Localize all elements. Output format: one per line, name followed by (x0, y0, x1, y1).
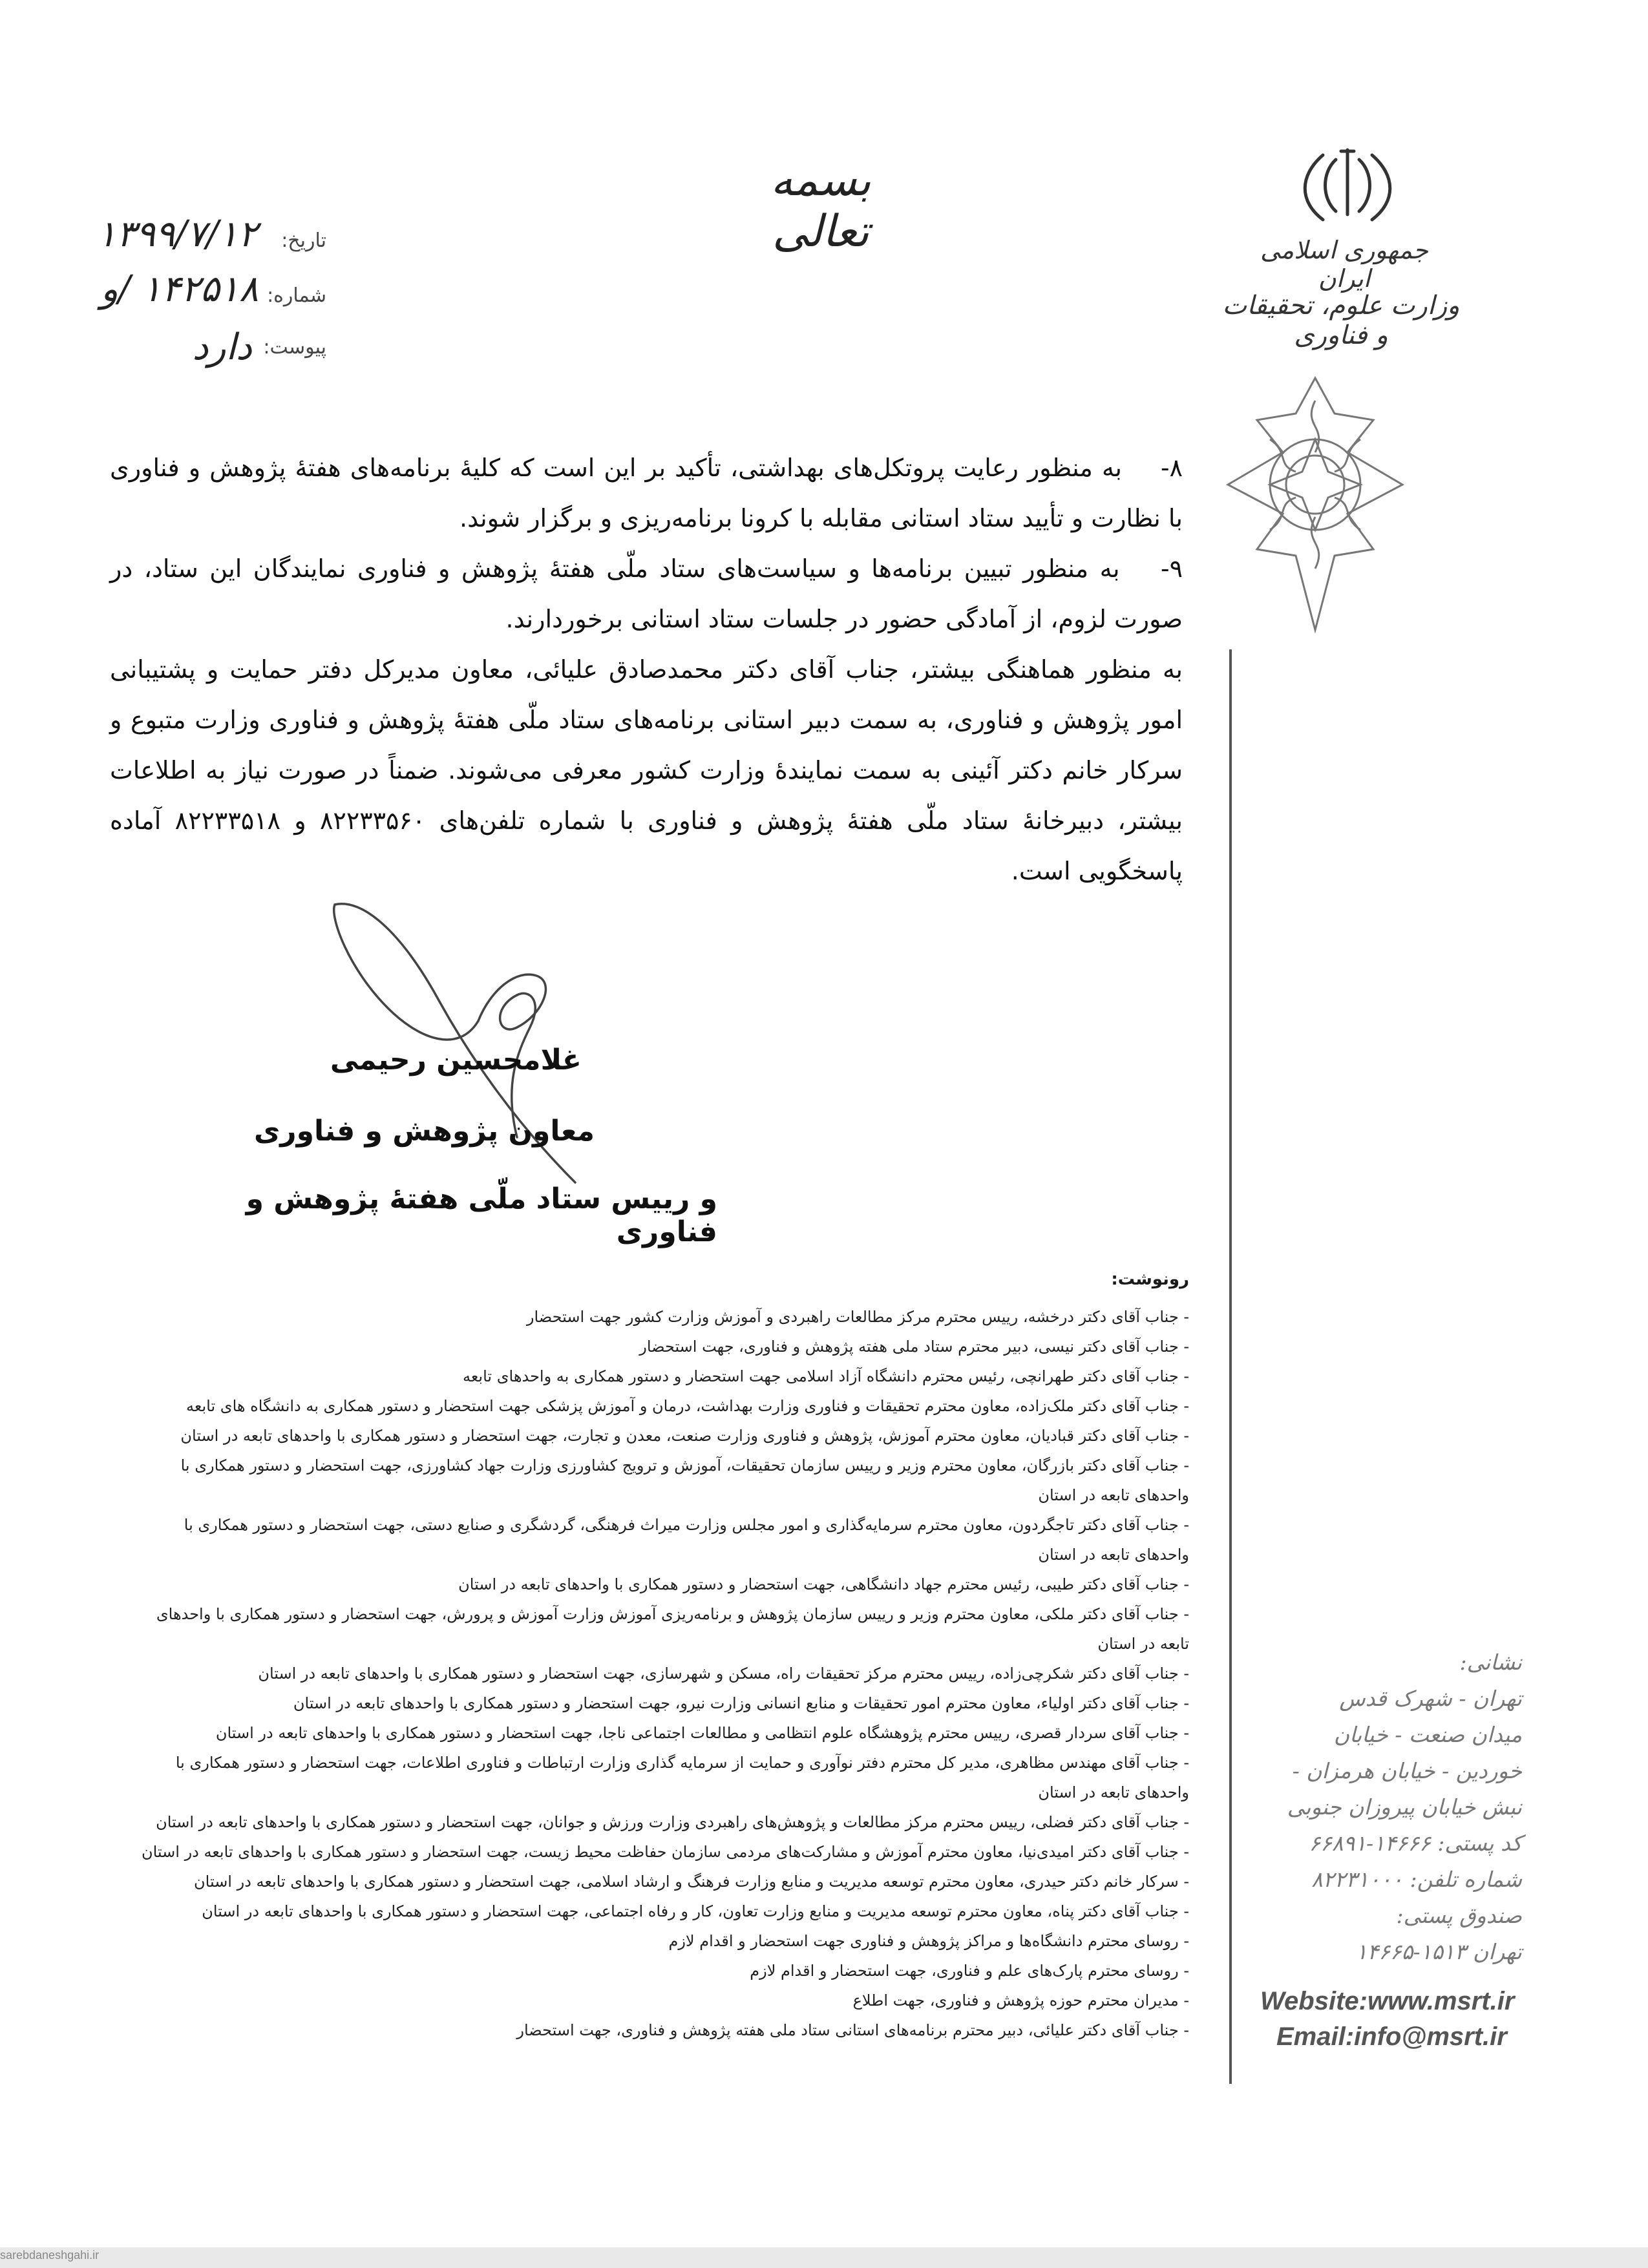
list-item: - جناب آقای دکتر ملک‌زاده، معاون محترم تحقیقات و فناوری وزارت بهداشت، درمان و آموزش پزشکی جهت استحضار و دستور همکاری به دانشگاه های تابعه (186, 1397, 1189, 1415)
list-item: - جناب آقای دکتر درخشه، رییس محترم مرکز مطالعات راهبردی و آموزش وزارت کشور جهت استحضار (526, 1308, 1189, 1326)
number-value: ۱۴۲۵۱۸ /و (100, 268, 259, 310)
item-number: ۸- (1160, 454, 1183, 482)
list-item: - جناب آقای دکتر فضلی، رییس محترم مرکز مطالعات و پژوهش‌های راهبردی وزارت ورزش و جوانان، جهت استحضار و دستور همکاری با واحدهای تابعه در استان (156, 1813, 1189, 1831)
list-item: - جناب آقای دکتر طیبی، رئیس محترم جهاد دانشگاهی، جهت استحضار و دستور همکاری با واحدهای تابعه در استان (458, 1575, 1189, 1593)
signatory-title-2: و رییس ستاد ملّی هفتهٔ پژوهش و فناوری (246, 1182, 717, 1248)
list-item: - جناب آقای دکتر قبادیان، معاون محترم آموزش، پژوهش و فناوری وزارت صنعت، معدن و تجارت، جهت استحضار و دستور همکاری با واحدهای تابعه در استان (180, 1427, 1189, 1445)
bottom-bar (0, 2247, 1648, 2268)
item-number: ۹- (1160, 554, 1183, 583)
cc-title: رونوشت: (1111, 1270, 1189, 1289)
item-text: به منظور رعایت پروتکل‌های بهداشتی، تأکید بر این است که کلیهٔ برنامه‌های هفتهٔ پژوهش و فناوری با نظارت و تأیید ستاد استانی مقابله با کرونا برنامه‌ریزی و برگزار شوند. (110, 454, 1183, 532)
contact-block (1251, 1644, 1522, 1970)
signatory-title: معاون پژوهش و فناوری (253, 1115, 595, 1148)
list-item: - مدیران محترم حوزه پژوهش و فناوری، جهت اطلاع (852, 1991, 1189, 2010)
list-item: - جناب آقای دکتر ملکی، معاون محترم وزیر و رییس سازمان پژوهش و برنامه‌ریزی آموزش وزارت آموزش و پرورش، جهت استحضار و دستور همکاری با واحدهای تابعه در استان (156, 1605, 1189, 1653)
list-item: - سرکار خانم دکتر حیدری، معاون محترم توسعه مدیریت و منابع وزارت فرهنگ و ارشاد اسلامی، جهت استحضار و دستور همکاری با واحدهای تابعه در استان (194, 1873, 1189, 1891)
website-link[interactable]: Website:www.msrt.ir (1260, 1987, 1515, 2015)
watermark: sarebdaneshgahi.ir (0, 2249, 100, 2262)
list-item: - جناب آقای دکتر طهرانچی، رئیس محترم دانشگاه آزاد اسلامی جهت استحضار و دستور همکاری به واحدهای تابعه (462, 1367, 1189, 1385)
address-line: میدان صنعت - خیابان (1333, 1722, 1522, 1747)
date-label: تاریخ: (281, 229, 326, 252)
list-item: - جناب آقای دکتر امیدی‌نیا، معاون محترم آموزش و مشارکت‌های مردمی سازمان حفاظت محیط زیست، جهت استحضار و دستور همکاری با واحدهای تابعه در استان (141, 1843, 1189, 1861)
list-item: - جناب آقای دکتر نیسی، دبیر محترم ستاد ملی هفته پژوهش و فناوری، جهت استحضار (639, 1338, 1189, 1356)
address-line: خوردین - خیابان هرمزان - (1292, 1758, 1522, 1783)
list-item: - جناب آقای دکتر علیائی، دبیر محترم برنامه‌های استانی ستاد ملی هفته پژوهش و فناوری، جهت استحضار (516, 2021, 1189, 2039)
list-item (110, 543, 1183, 644)
phone-number: شماره تلفن: ۸۲۲۳۱۰۰۰ (1311, 1867, 1522, 1892)
attachment-label: پیوست: (263, 336, 326, 359)
list-item (110, 443, 1183, 543)
number-label: شماره: (267, 284, 326, 307)
signatory-name: غلامحسین رحیمی (330, 1044, 582, 1076)
list-item: - جناب آقای دکتر شکرچی‌زاده، رییس محترم مرکز تحقیقات راه، مسکن و شهرسازی، جهت استحضار و دستور همکاری با واحدهای تابعه در استان (258, 1664, 1189, 1683)
po-box-label: صندوق پستی: (1396, 1903, 1522, 1928)
letter-body (110, 443, 1183, 896)
ministry-name-line1: جمهوری اسلامی ایران (1260, 236, 1428, 293)
list-item: - جناب آقای دکتر بازرگان، معاون محترم وزیر و رییس سازمان تحقیقات، آموزش و ترویج کشاورزی وزارت جهاد کشاورزی، جهت استحضار و دستور همکاری با واحدهای تابعه در استان (180, 1456, 1189, 1504)
po-box-value: تهران ۱۵۱۳-۱۴۶۶۵ (1355, 1939, 1522, 1964)
list-item: - روسای محترم دانشگاه‌ها و مراکز پژوهش و فناوری جهت استحضار و اقدام لازم (668, 1932, 1189, 1950)
cc-list (136, 1302, 1189, 2045)
address-line: نبش خیابان پیروزان جنوبی (1287, 1794, 1522, 1820)
list-item: - جناب آقای دکتر تاجگردون، معاون محترم سرمایه‌گذاری و امور مجلس وزارت میراث فرهنگی، گردشگری و صنایع دستی، جهت استحضار و دستور همکاری با واحدهای تابعه در استان (184, 1516, 1189, 1564)
address-line: تهران - شهرک قدس (1339, 1686, 1522, 1711)
postal-code: کد پستی: ۱۴۶۶۶-۶۶۸۹۱ (1309, 1831, 1522, 1856)
date-value: ۱۳۹۹/۷/۱۲ (97, 213, 258, 255)
bismillah-heading: بسمه تعالی (770, 155, 871, 257)
email-link[interactable]: Email:info@msrt.ir (1276, 2022, 1507, 2051)
closing-paragraph: به منظور هماهنگی بیشتر، جناب آقای دکتر محمدصادق علیائی، معاون مدیرکل دفتر حمایت و پشتیبانی امور پژوهش و فناوری، به سمت دبیر استانی برنامه‌های ستاد ملّی هفتهٔ پژوهش و فناوری وزارت متبوع و سرکار خانم دکتر آئینی به سمت نمایندهٔ وزارت کشور معرفی می‌شوند. ضمناً در صورت نیاز به اطلاعات بیشتر، دبیرخانهٔ ستاد ملّی هفتهٔ پژوهش و فناوری با شماره تلفن‌های ۸۲۲۳۳۵۶۰ و ۸۲۲۳۳۵۱۸ آماده پاسخگویی است. (110, 655, 1183, 885)
ministry-name-line2: وزارت علوم، تحقیقات و فناوری (1222, 291, 1460, 350)
list-item: - جناب آقای سردار قصری، رییس محترم پژوهشگاه علوم انتظامی و مطالعات اجتماعی ناجا، جهت استحضار و دستور همکاری با واحدهای تابعه در استان (215, 1724, 1189, 1742)
list-item: - جناب آقای مهندس مظاهری، مدیر کل محترم دفتر نوآوری و حمایت از سرمایه گذاری وزارت ارتباطات و فناوری اطلاعات، جهت استحضار و دستور همکاری با واحدهای تابعه در استان (175, 1754, 1189, 1801)
margin-divider (1229, 649, 1232, 2084)
list-item: - جناب آقای دکتر اولیاء، معاون محترم امور تحقیقات و منابع انسانی وزارت نیرو، جهت استحضار و دستور همکاری با واحدهای تابعه در استان (293, 1694, 1189, 1712)
iran-emblem-icon (1296, 143, 1399, 227)
list-item: - روسای محترم پارک‌های علم و فناوری، جهت استحضار و اقدام لازم (750, 1962, 1189, 1980)
list-item: - جناب آقای دکتر پناه، معاون محترم توسعه مدیریت و منابع وزارت تعاون، کار و رفاه اجتماعی، جهت استحضار و دستور همکاری با واحدهای تابعه در استان (202, 1902, 1189, 1920)
islamic-ornament-icon (1225, 375, 1406, 633)
attachment-value: دارد (192, 326, 252, 368)
address-label: نشانی: (1459, 1650, 1522, 1675)
item-text: به منظور تبیین برنامه‌ها و سیاست‌های ستاد ملّی هفتهٔ پژوهش و فناوری نمایندگان این ستاد، در صورت لزوم، از آمادگی حضور در جلسات ستاد استانی برخوردارند. (110, 554, 1183, 633)
